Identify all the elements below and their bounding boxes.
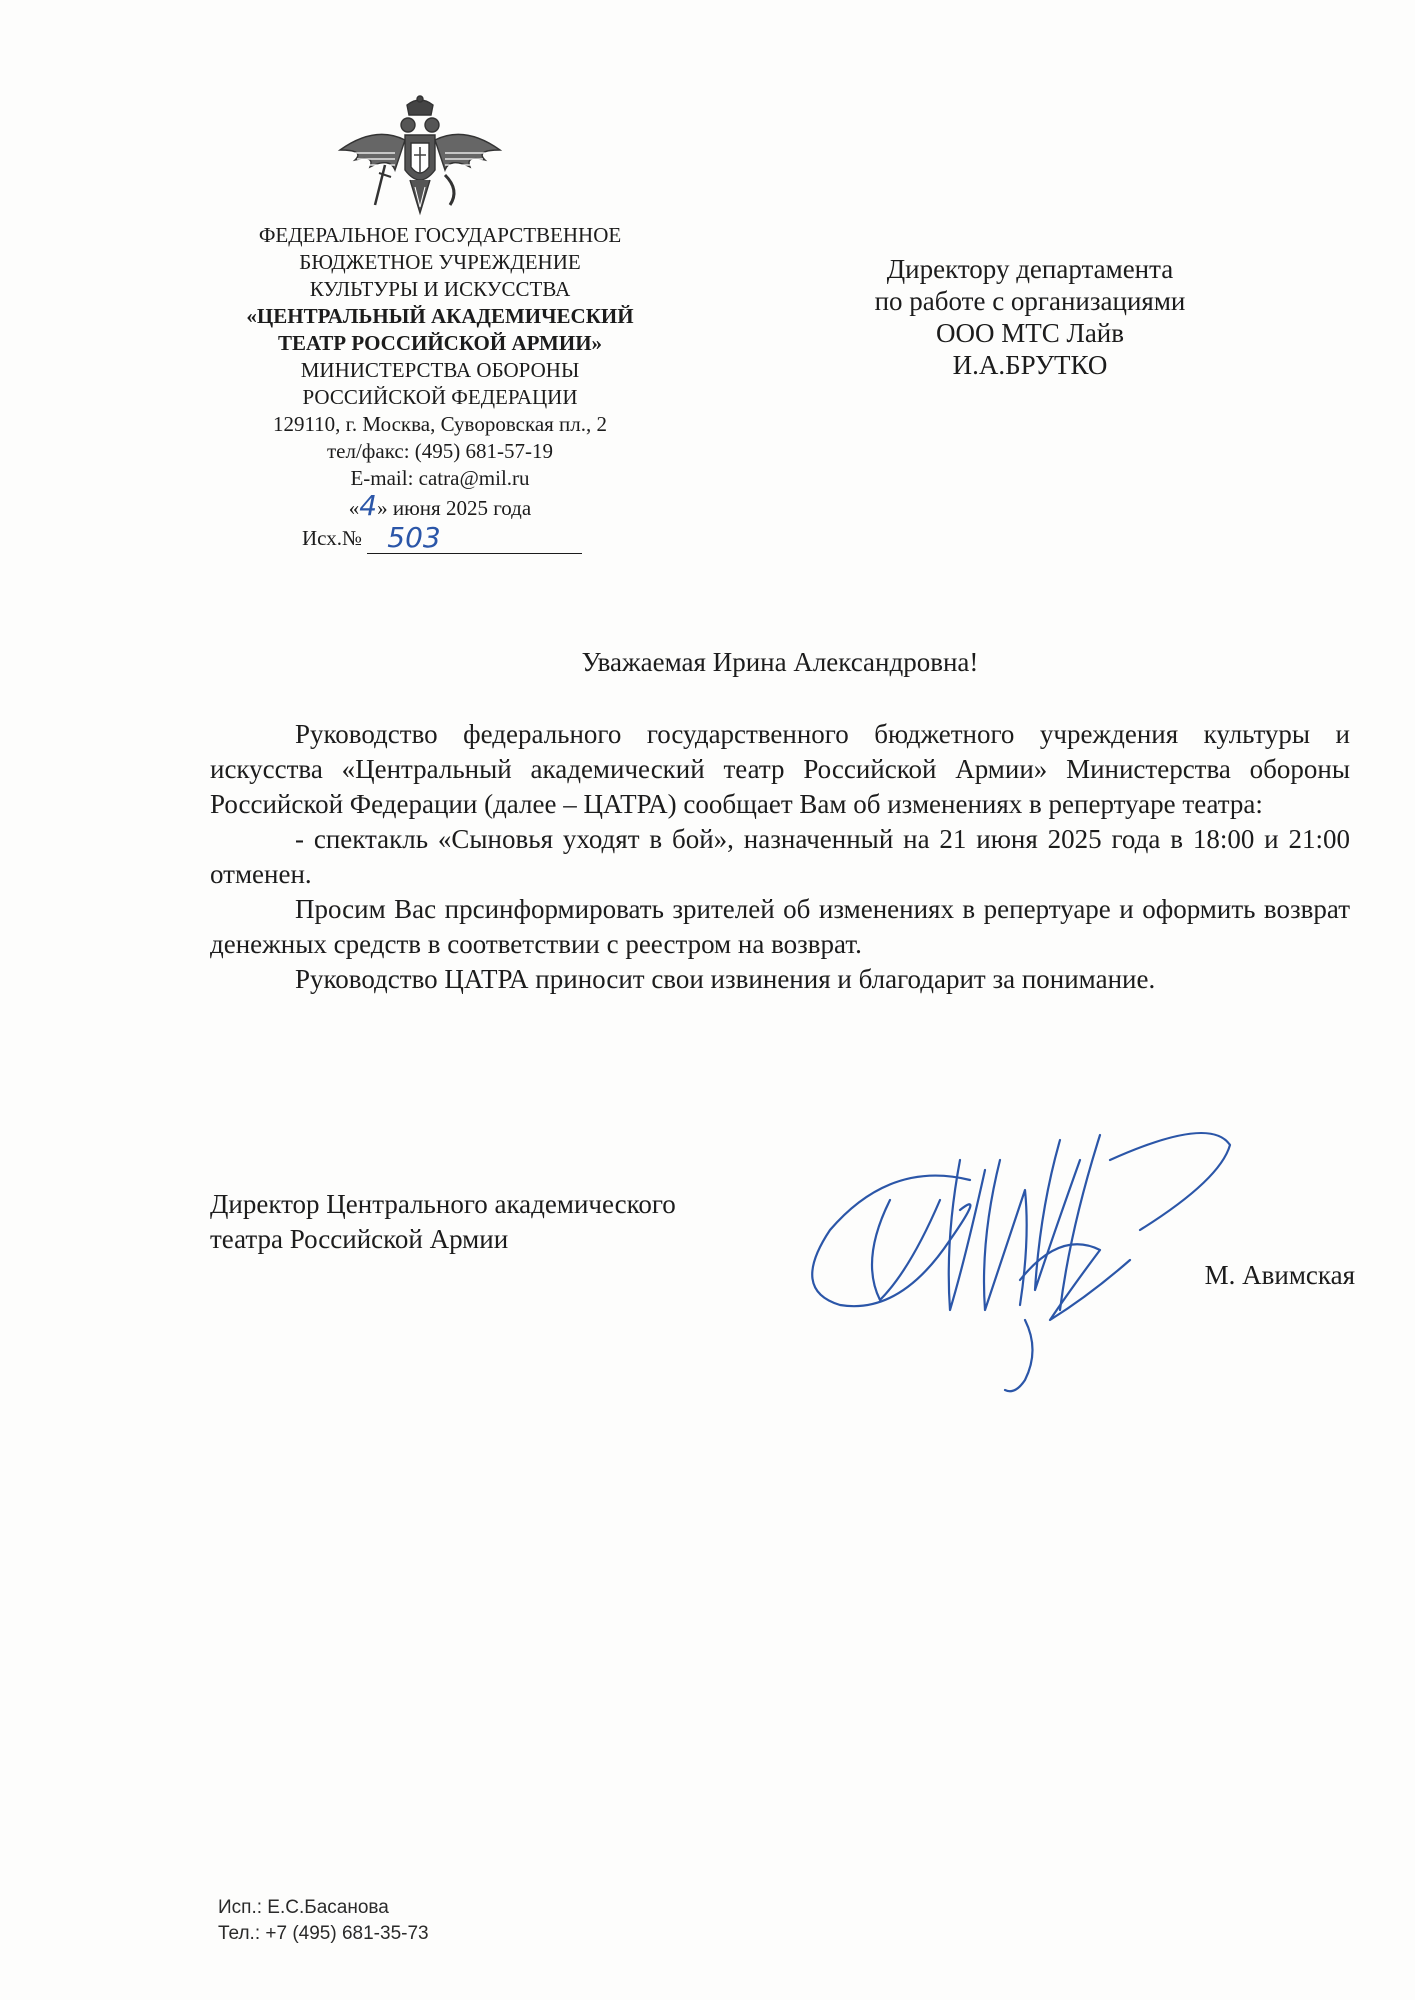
sender-block [200,222,680,552]
org-line: БЮДЖЕТНОЕ УЧРЕЖДЕНИЕ [299,250,581,274]
org-line: КУЛЬТУРЫ И ИСКУССТВА [309,277,571,301]
executor-name: Исп.: Е.С.Басанова [218,1897,389,1918]
executor-footer [218,1895,429,1947]
body-paragraph: - спектакль «Сыновья уходят в бой», назначенный на 21 июня 2025 года в 18:00 и 21:00 отменен. [210,824,1350,889]
letter-body [210,717,1350,997]
org-line: ФЕДЕРАЛЬНОЕ ГОСУДАРСТВЕННОЕ [258,223,622,247]
greeting: Уважаемая Ирина Александровна! [581,647,979,677]
letter-date: «4» июня 2025 года [348,489,532,522]
org-name-line: ТЕАТР РОССИЙСКОЙ АРМИИ» [277,331,603,355]
body-paragraph: Руководство ЦАТРА приносит свои извинения и благодарит за понимание. [295,964,1156,994]
addressee-line: Директору департамента [886,254,1174,284]
addressee-block [830,253,1230,381]
org-line: РОССИЙСКОЙ ФЕДЕРАЦИИ [302,385,578,409]
org-email: E-mail: catra@mil.ru [350,466,530,490]
outgoing-number [200,521,680,554]
executor-phone: Тел.: +7 (495) 681-35-73 [218,1923,429,1944]
org-line: МИНИСТЕРСТВА ОБОРОНЫ [300,358,580,382]
addressee-company: ООО МТС Лайв [936,318,1124,348]
outgoing-number-field [367,521,582,554]
addressee-line: по работе с организациями [874,286,1186,316]
outgoing-number-label: Исх.№ [302,526,362,550]
signatory-title: Директор Центрального академического театра Российской Армии [210,1189,676,1254]
org-address: 129110, г. Москва, Суворовская пл., 2 [272,412,608,436]
addressee-name: И.А.БРУТКО [952,350,1108,380]
org-phone: тел/факс: (495) 681-57-19 [326,439,554,463]
body-paragraph: Просим Вас прсинформировать зрителей об изменениях в репертуаре и оформить возврат денежных средств в соответствии с реестром на возврат. [210,894,1350,959]
signatory-name: М. Авимская [1204,1260,1355,1290]
eagle-emblem-icon [335,95,505,220]
body-paragraph: Руководство федерального государственного бюджетного учреждения культуры и искусства «Центральный академический театр Российской Армии» Министерства обороны Российской Федерации (далее – ЦАТРА) сообщает Вам об изменениях в репертуаре театра: [210,719,1350,819]
date-day-handwritten: 4 [359,489,378,522]
org-name-line: «ЦЕНТРАЛЬНЫЙ АКАДЕМИЧЕСКИЙ [246,304,634,328]
outgoing-number-handwritten: 503 [387,521,441,554]
